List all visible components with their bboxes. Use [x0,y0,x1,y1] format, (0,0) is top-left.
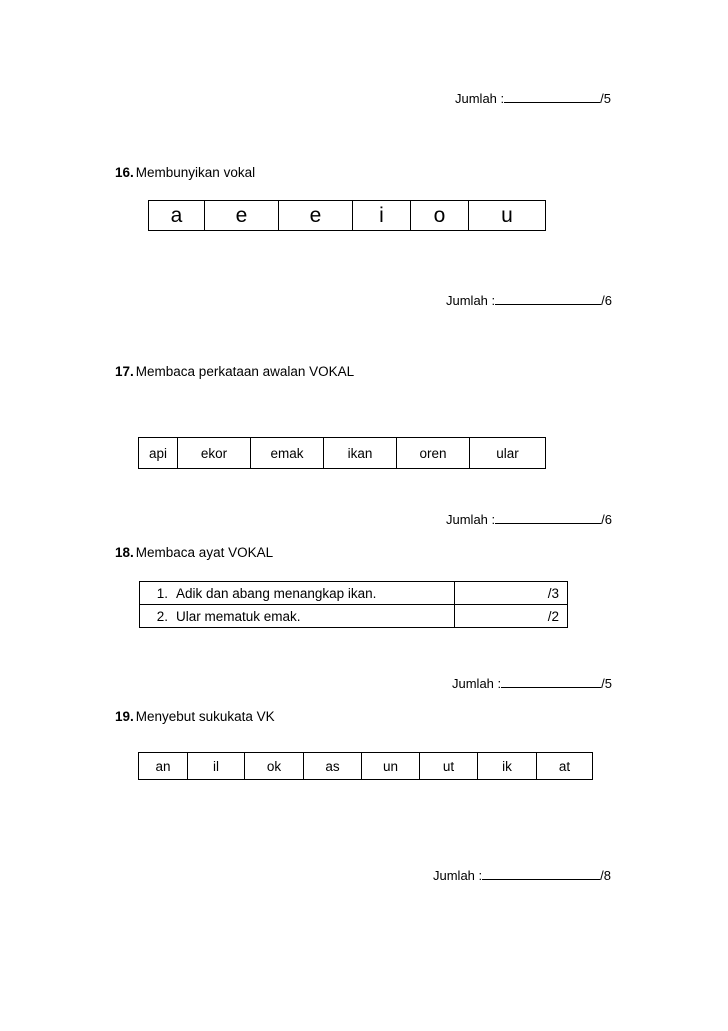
vowel-cell: e [279,201,353,231]
question-number: 17. [115,364,134,379]
total-score: /8 [600,868,611,883]
total-score: /6 [601,512,612,527]
total-label: Jumlah : [452,676,502,691]
answer-line[interactable] [504,88,600,103]
question-18-heading [115,545,273,560]
vowel-cell: u [469,201,546,231]
question-17-heading [115,364,354,379]
answer-line[interactable] [482,865,600,880]
total-label: Jumlah : [446,293,496,308]
question-title: Membaca ayat VOKAL [135,545,274,560]
question-title: Membunyikan vokal [135,165,256,180]
syllable-table [138,752,593,780]
word-cell: ikan [324,438,397,469]
question-number: 18. [115,545,134,560]
word-cell: ular [470,438,546,469]
total-line-2 [446,290,612,308]
vowel-cell: e [205,201,279,231]
syllable-cell: un [362,753,420,780]
sentence-row [140,605,568,628]
answer-line[interactable] [495,290,601,305]
vowel-table [148,200,546,231]
total-line-5 [433,865,611,883]
word-cell: emak [251,438,324,469]
sentence-text: Ular mematuk emak. [176,608,301,624]
syllable-cell: an [139,753,188,780]
vowel-cell: i [353,201,411,231]
syllable-cell: ut [420,753,478,780]
sentence-table [139,581,568,628]
total-score: /5 [601,676,612,691]
total-score: /5 [600,91,611,106]
total-line-4 [452,673,612,691]
word-cell: ekor [178,438,251,469]
total-line-1 [455,88,611,106]
question-number: 16. [115,165,134,180]
question-19-heading [115,709,275,724]
syllable-cell: ik [478,753,537,780]
total-label: Jumlah : [455,91,505,106]
vowel-cell: a [149,201,205,231]
syllable-cell: as [304,753,362,780]
sentence-cell [140,605,455,628]
total-label: Jumlah : [446,512,496,527]
sentence-score: /3 [455,582,568,605]
word-cell: api [139,438,178,469]
vowel-cell: o [411,201,469,231]
total-label: Jumlah : [433,868,483,883]
total-score: /6 [601,293,612,308]
syllable-cell: il [188,753,245,780]
total-line-3 [446,509,612,527]
syllable-cell: ok [245,753,304,780]
word-cell: oren [397,438,470,469]
sentence-row [140,582,568,605]
question-16-heading [115,165,255,180]
sentence-text: Adik dan abang menangkap ikan. [176,585,377,601]
sentence-number: 2. [156,608,168,624]
sentence-cell [140,582,455,605]
sentence-number: 1. [156,585,168,601]
sentence-score: /2 [455,605,568,628]
question-title: Membaca perkataan awalan VOKAL [135,364,355,379]
word-table [138,437,546,469]
syllable-cell: at [537,753,593,780]
answer-line[interactable] [495,509,601,524]
question-number: 19. [115,709,134,724]
question-title: Menyebut sukukata VK [135,709,275,724]
answer-line[interactable] [501,673,601,688]
